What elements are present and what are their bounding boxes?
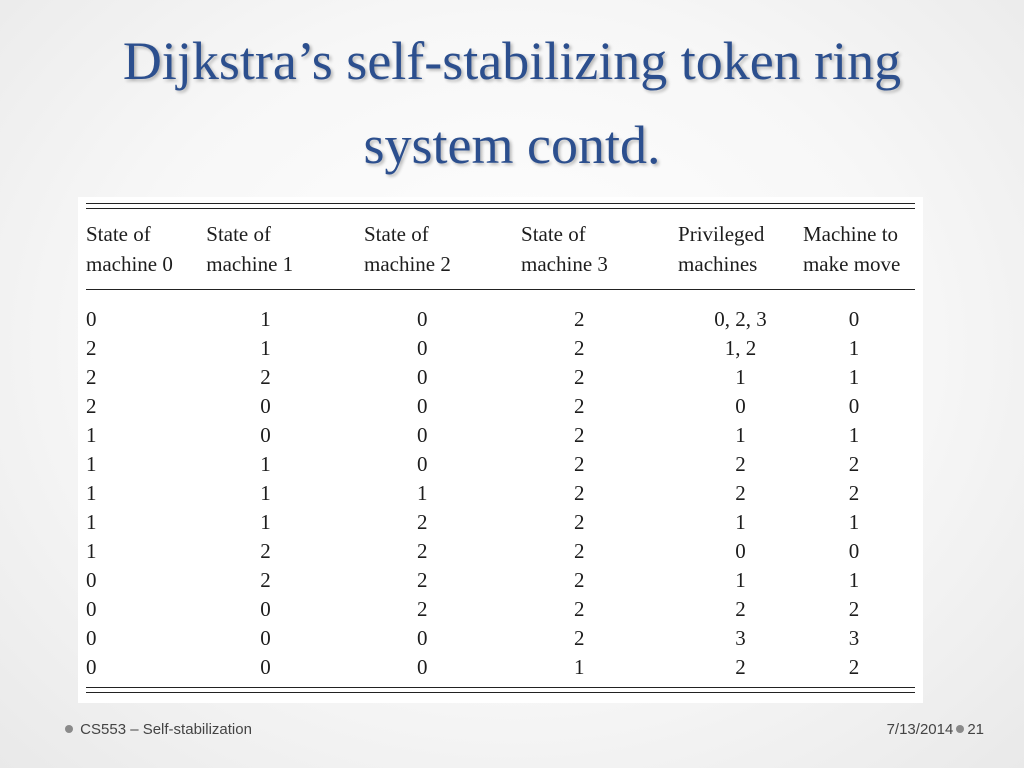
table-cell: 0 bbox=[86, 307, 97, 331]
table-cell: 2 bbox=[86, 336, 97, 360]
table-cell: 2 bbox=[574, 336, 585, 360]
table-cell: 2 bbox=[735, 481, 746, 505]
table-cell: 2 bbox=[848, 597, 860, 621]
bottom-rule-1 bbox=[86, 687, 915, 688]
table-cell: 1 bbox=[574, 655, 585, 679]
table-cell: 2 bbox=[574, 394, 585, 418]
table-cell: 0 bbox=[416, 336, 428, 360]
table-cell: 0 bbox=[416, 423, 428, 447]
top-rule-1 bbox=[86, 203, 915, 204]
table-row bbox=[86, 421, 915, 450]
table-cell: 0 bbox=[260, 423, 271, 447]
table-row bbox=[86, 363, 915, 392]
table-cell: 2 bbox=[574, 452, 585, 476]
table-cell: 1 bbox=[260, 510, 271, 534]
table-cell: 3 bbox=[735, 626, 746, 650]
table-cell: 0 bbox=[86, 626, 97, 650]
table-cell: 2 bbox=[574, 423, 585, 447]
table-cell: 0 bbox=[86, 568, 97, 592]
table-cell: 0 bbox=[735, 394, 746, 418]
table-cell: 2 bbox=[260, 539, 271, 563]
table-cell: 2 bbox=[848, 655, 860, 679]
footer-course-label: CS553 – Self-stabilization bbox=[80, 721, 252, 738]
table-row bbox=[86, 479, 915, 508]
table-cell: 0 bbox=[848, 394, 860, 418]
table-cell: 0 bbox=[416, 307, 428, 331]
slide-title-line-1: Dijkstra’s self-stabilizing token ring bbox=[122, 31, 902, 91]
header-cell: State of machine 1 bbox=[206, 222, 294, 276]
table-cell: 1 bbox=[260, 307, 271, 331]
table-cell: 1 bbox=[848, 510, 860, 534]
header-cell: State of machine 3 bbox=[521, 222, 608, 276]
header-cell: Privileged machines bbox=[678, 222, 765, 276]
table-row bbox=[86, 508, 915, 537]
table-cell: 3 bbox=[848, 626, 860, 650]
table-cell: 2 bbox=[574, 539, 585, 563]
table-row bbox=[86, 595, 915, 624]
table-cell: 2 bbox=[574, 510, 585, 534]
table-cell: 1 bbox=[735, 365, 746, 389]
table-cell: 1 bbox=[735, 568, 746, 592]
slide-title bbox=[0, 20, 1024, 187]
footer-date: 7/13/2014 bbox=[886, 721, 954, 738]
table-body bbox=[86, 289, 915, 682]
table-cell: 1, 2 bbox=[724, 336, 757, 360]
table-row bbox=[86, 334, 915, 363]
table-cell: 2 bbox=[416, 539, 428, 563]
table-header-row bbox=[86, 219, 915, 289]
table-cell: 0 bbox=[416, 365, 428, 389]
table-row bbox=[86, 392, 915, 421]
table-row bbox=[86, 653, 915, 682]
table-cell: 2 bbox=[574, 307, 585, 331]
slide-title-line-2: system contd. bbox=[363, 114, 661, 175]
state-table bbox=[86, 219, 915, 682]
table-cell: 2 bbox=[735, 655, 746, 679]
table-cell: 2 bbox=[416, 510, 428, 534]
table-cell: 2 bbox=[848, 481, 860, 505]
table-cell: 0 bbox=[416, 626, 428, 650]
table-cell: 1 bbox=[86, 423, 97, 447]
table-cell: 0 bbox=[416, 452, 428, 476]
table-cell: 2 bbox=[574, 568, 585, 592]
header-cell: Machine to make move bbox=[802, 222, 901, 276]
table-cell: 2 bbox=[416, 568, 428, 592]
table-cell: 2 bbox=[574, 597, 585, 621]
table-cell: 1 bbox=[848, 423, 860, 447]
table-cell: 1 bbox=[260, 481, 271, 505]
table-cell: 1 bbox=[86, 452, 97, 476]
page-number: 21 bbox=[967, 721, 984, 738]
top-rule-2 bbox=[86, 208, 915, 209]
table-cell: 1 bbox=[260, 336, 271, 360]
table-cell: 0 bbox=[848, 307, 860, 331]
table-row bbox=[86, 289, 915, 334]
bullet-dot-icon bbox=[65, 725, 73, 733]
header-cell: State of machine 0 bbox=[86, 222, 173, 276]
table-cell: 0 bbox=[416, 394, 428, 418]
table-cell: 0 bbox=[260, 626, 271, 650]
bullet-dot-icon bbox=[956, 725, 964, 733]
table-cell: 2 bbox=[86, 365, 97, 389]
table-cell: 2 bbox=[416, 597, 428, 621]
table-cell: 0 bbox=[416, 655, 428, 679]
table-cell: 1 bbox=[848, 365, 860, 389]
table-row bbox=[86, 450, 915, 479]
table-cell: 2 bbox=[735, 597, 746, 621]
table-cell: 1 bbox=[416, 481, 428, 505]
bottom-rule-2 bbox=[86, 692, 915, 693]
table-cell: 1 bbox=[86, 481, 97, 505]
table-cell: 0 bbox=[86, 655, 97, 679]
footer-meta bbox=[887, 721, 984, 738]
table-cell: 0 bbox=[260, 597, 271, 621]
table-cell: 1 bbox=[735, 510, 746, 534]
table-cell: 1 bbox=[86, 510, 97, 534]
table-cell: 2 bbox=[735, 452, 746, 476]
table-cell: 2 bbox=[574, 365, 585, 389]
table-cell: 1 bbox=[260, 452, 271, 476]
table-row bbox=[86, 537, 915, 566]
table-cell: 1 bbox=[735, 423, 746, 447]
table-cell: 0 bbox=[735, 539, 746, 563]
table-cell: 0 bbox=[848, 539, 860, 563]
table-cell: 1 bbox=[848, 568, 860, 592]
table-cell: 2 bbox=[260, 365, 271, 389]
table-row bbox=[86, 566, 915, 595]
table-cell: 2 bbox=[86, 394, 97, 418]
table-row bbox=[86, 624, 915, 653]
state-table-figure bbox=[78, 197, 923, 703]
footer-course bbox=[62, 721, 252, 738]
table-cell: 1 bbox=[848, 336, 860, 360]
table-cell: 2 bbox=[848, 452, 860, 476]
table-cell: 2 bbox=[260, 568, 271, 592]
table-cell: 0 bbox=[86, 597, 97, 621]
table-cell: 0 bbox=[260, 394, 271, 418]
table-cell: 0, 2, 3 bbox=[714, 307, 767, 331]
table-cell: 2 bbox=[574, 481, 585, 505]
table-cell: 1 bbox=[86, 539, 97, 563]
table-cell: 2 bbox=[574, 626, 585, 650]
table-cell: 0 bbox=[260, 655, 271, 679]
header-cell: State of machine 2 bbox=[363, 222, 451, 276]
